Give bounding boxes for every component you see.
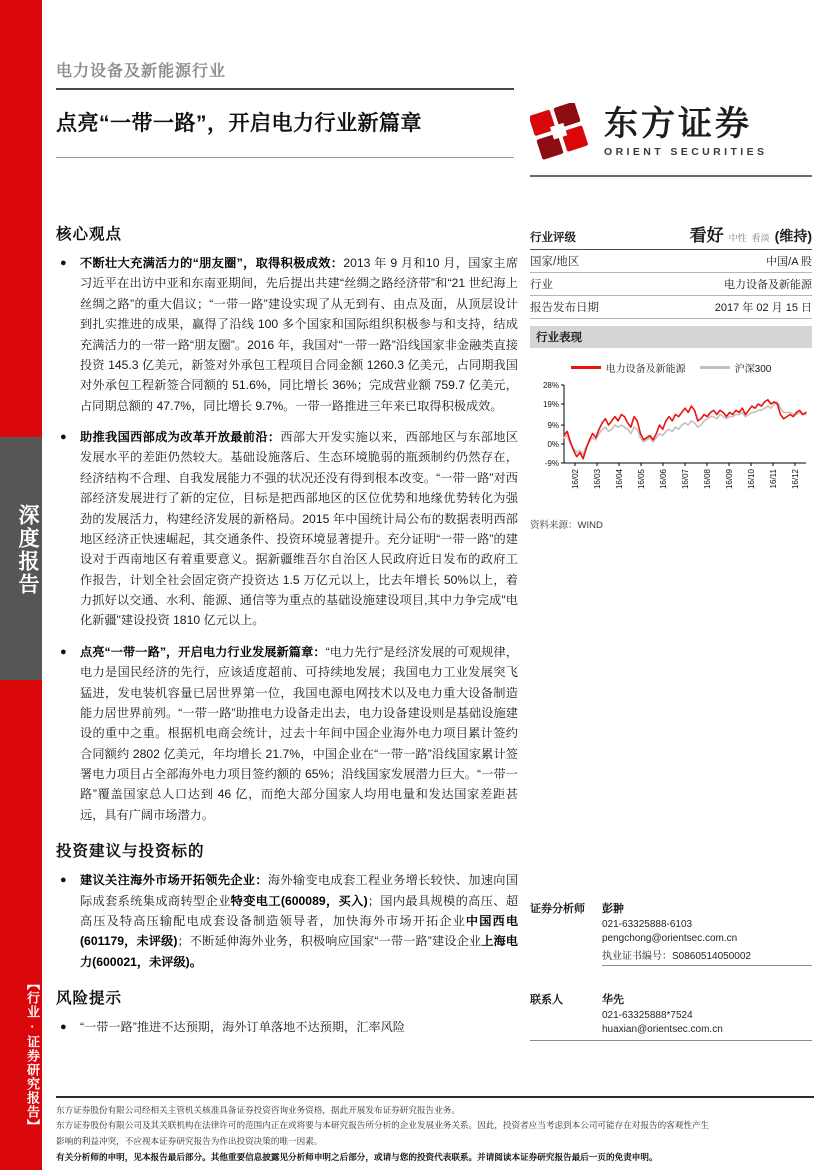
svg-text:19%: 19% [542, 399, 559, 409]
row-value: 中国/A 股 [766, 256, 812, 268]
legend-item-series-1 [700, 360, 772, 375]
bullet-icon: ● [60, 1021, 67, 1033]
bullet-body: “电力先行”是经济发展的可观规律，电力是国民经济的先行，应该适度超前、可持续地发展；我国电力工业发展突飞猛进，发电装机容量已居世界第一位，我国电源电网技术以及电力重大设备制造能力居世界前列。“一带一路”助推电力设备走出去，电力设备建设则是基础设施建设的重中之重。根据机电商会统计，过去十年间中国企业海外电力项目累计签约合同额约 2802 亿美元，年均增长 21.7%，中国企业在“一带一路”沿线国家累计签署电力项目占全部海外电力项目签约额的 65%；沿线国家发展潜力巨大。“一带一路”覆盖国家总人口达到 46 亿，而绝大部分国家人均用电量和发达国家差距甚远，具有广阔市场潜力。 [80, 644, 519, 822]
report-header [56, 58, 514, 158]
analyst-email[interactable]: pengchong@orientsec.com.cn [602, 933, 738, 944]
contact-divider [530, 1040, 812, 1041]
svg-text:16/10: 16/10 [747, 469, 756, 490]
analyst-label: 证券分析师 [530, 903, 585, 915]
bullet-text [80, 1017, 518, 1037]
rating-value-neutral: 中性 [728, 233, 747, 243]
bullet-lead: 点亮“一带一路”，开启电力行业发展新篇章： [80, 644, 326, 659]
bullet-icon: ● [60, 645, 67, 658]
rating-table [530, 218, 812, 319]
section-heading-advice: 投资建议与投资标的 [56, 843, 205, 861]
bullet-text [80, 253, 518, 416]
row-value: 2017 年 02 月 15 日 [714, 302, 812, 314]
svg-text:16/06: 16/06 [659, 469, 668, 490]
table-row-country [530, 250, 812, 273]
bullet-icon: ● [60, 431, 67, 443]
rating-value-bearish: 看淡 [751, 233, 770, 243]
row-value: 电力设备及新能源 [724, 279, 812, 291]
svg-text:16/08: 16/08 [703, 469, 712, 490]
bullet-icon: ● [60, 257, 67, 269]
svg-text:-9%: -9% [544, 459, 559, 468]
svg-text:16/07: 16/07 [681, 469, 690, 490]
table-row-industry [530, 273, 812, 296]
page-title: 点亮“一带一路”，开启电力行业新篇章 [56, 112, 422, 135]
company-logo [530, 103, 812, 177]
rail-label-category: 【行业·证券研究报告】 [25, 977, 40, 1133]
bullet-text [80, 427, 518, 631]
list-item [56, 1017, 518, 1037]
performance-chart [530, 377, 812, 509]
bullet-body: 海外输变电成套工程业务增长较快、加速向国际成套系统集成商转型企业特变电工(600089，买入)；国内最具规模的高压、超高压及特高压输配电成套设备制造领导者，加快海外市场开拓企业中国西电(601179，未评级)；不断延伸海外业务，积极响应国家“一带一路”建设企业上海电力(600021，未评级)。 [80, 873, 519, 969]
svg-text:0%: 0% [547, 440, 559, 450]
bullet-body: “一带一路”推进不达预期，海外订单落地不达预期，汇率风险 [80, 1020, 405, 1034]
page-body [42, 0, 827, 1170]
disclaimer-line-4: 有关分析师的申明，见本报告最后部分。其他重要信息披露见分析师申明之后部分，或请与您的投资代表联系。并请阅读本证券研究报告最后一页的免责申明。 [56, 1152, 658, 1163]
rail-label-deep-report: 深度报告 [16, 504, 39, 596]
svg-text:16/02: 16/02 [571, 469, 580, 490]
rating-status: (维持) [774, 228, 812, 244]
industry-performance-panel [530, 326, 812, 531]
disclaimer-line-3: 影响的利益冲突，不应视本证券研究报告为作出投资决策的唯一因素。 [56, 1135, 323, 1146]
bullet-lead: 不断壮大充满活力的“朋友圈”，取得积极成效： [80, 256, 344, 270]
rail-segment-red-top [0, 0, 42, 437]
article-column [56, 222, 518, 1048]
rating-label: 行业评级 [530, 232, 576, 244]
left-rail [0, 0, 42, 1170]
bullet-text [80, 870, 518, 972]
list-item [56, 427, 518, 631]
chart-legend [530, 360, 812, 375]
section-heading-risk: 风险提示 [56, 990, 123, 1007]
analyst-group [530, 900, 812, 969]
legend-swatch [700, 366, 730, 369]
performance-heading: 行业表现 [530, 326, 812, 348]
disclaimer-line-1: 东方证券股份有限公司经相关主管机关核准具备证券投资咨询业务资格，据此开展发布证券研究报告业务。 [56, 1105, 460, 1115]
analyst-contact-panel [530, 900, 812, 1057]
legend-label: 沪深300 [734, 364, 772, 375]
footer-disclaimer [56, 1096, 814, 1167]
row-label: 国家/地区 [530, 256, 580, 268]
contact-phone: 021-63325888*7524 [602, 1010, 693, 1021]
analyst-phone: 021-63325888-6103 [602, 919, 693, 930]
rating-row [530, 218, 812, 250]
row-label: 报告发布日期 [530, 302, 599, 314]
footer-divider [56, 1096, 814, 1098]
logo-name-en: ORIENT SECURITIES [604, 145, 768, 158]
legend-swatch [571, 366, 601, 369]
rating-value-bullish: 看好 [689, 226, 724, 245]
row-label: 行业 [530, 279, 553, 291]
analyst-certificate-number: 执业证书编号：S0860514050002 [602, 947, 812, 966]
svg-text:16/03: 16/03 [593, 469, 602, 490]
legend-label: 电力设备及新能源 [605, 364, 686, 375]
industry-name: 电力设备及新能源行业 [56, 63, 227, 80]
svg-text:16/05: 16/05 [637, 469, 646, 490]
logo-divider [530, 175, 812, 177]
bullet-icon: ● [60, 874, 67, 887]
bullet-text [80, 642, 518, 825]
bullet-body: 西部大开发实施以来，西部地区与东部地区发展水平的差距仍然较大。基础设施落后、生态环境脆弱的瓶颈制约仍然存在，经济结构不合理、自我发展能力不强的状况还没有得到根本改变。“一带一路”对西部经济发展进行了新的定位，目标是把西部地区的区位优势和地缘优势转化为强劲的发展活力，构建经济发展的新格局。2015 年中国统计局公布的数据表明西部地区经济正快速崛起，其交通条件、投资环境显著提升。充分证明“一带一路”的建设对于西南地区有着重要意义。据新疆维吾尔自治区人民政府近日发布的政府工作报告，计划全社会固定资产投资达 1.5 万亿元以上，比去年增长 50%以上，着力抓好以交通、水利、能源、通信等为重点的基础设施建设项目,其中力争完成"电化新疆"建设投资 1810 亿元以上。 [80, 430, 519, 628]
contact-name: 华先 [602, 994, 624, 1006]
bullet-lead: 建议关注海外市场开拓领先企业： [80, 873, 268, 888]
list-item [56, 870, 518, 972]
chart-source: 资料来源：WIND [530, 520, 603, 531]
list-item [56, 642, 518, 825]
svg-text:16/12: 16/12 [791, 469, 800, 490]
analyst-name: 彭翀 [602, 903, 624, 915]
svg-text:16/04: 16/04 [615, 469, 624, 490]
svg-text:9%: 9% [547, 421, 559, 431]
disclaimer-line-2: 东方证券股份有限公司及其关联机构在法律许可的范围内正在或将要与本研究报告所分析的企业发展业务关系。因此，投资者应当考虑到本公司可能存在对报告的客观性产生 [56, 1120, 710, 1131]
section-heading-core: 核心观点 [56, 226, 123, 243]
logo-name-cn: 东方证券 [604, 104, 752, 143]
contact-group [530, 991, 812, 1041]
list-item [56, 253, 518, 416]
legend-item-series-0 [571, 360, 686, 375]
bullet-lead: 助推我国西部成为改革开放最前沿： [80, 430, 281, 444]
bullet-body: 2013 年 9 月和10 月，国家主席习近平在出访中亚和东南亚期间，先后提出共建“丝绸之路经济带”和“21 世纪海上丝绸之路”的重大倡议；“一带一路”建设实现了从无到有、由点及面，从顶层设计到扎实推进的成果，赢得了沿线 100 多个国家和国际组织积极参与和支持，结成充满活力的一带一路“朋友圈”。2016 年，我国对“一带一路”沿线国家非金融类直接投资 145.3 亿美元，新签对外承包工程项目合同金额 1260.3 亿美元，占同期我国对外承包工程新签合同额的 51.6%，同比增长 36%；完成营业额 759.7 亿美元，占同期总额的 47.7%，同比增长 9.7%。一带一路推进三年来已取得积极成效。 [80, 256, 519, 413]
header-divider-bottom [56, 157, 514, 158]
svg-text:16/09: 16/09 [725, 469, 734, 490]
orient-diamond-logo-icon [530, 103, 592, 161]
contact-email[interactable]: huaxian@orientsec.com.cn [602, 1024, 723, 1035]
table-row-publish-date [530, 296, 812, 319]
svg-text:16/11: 16/11 [769, 469, 778, 489]
contact-label: 联系人 [530, 994, 563, 1006]
svg-text:28%: 28% [542, 381, 559, 390]
